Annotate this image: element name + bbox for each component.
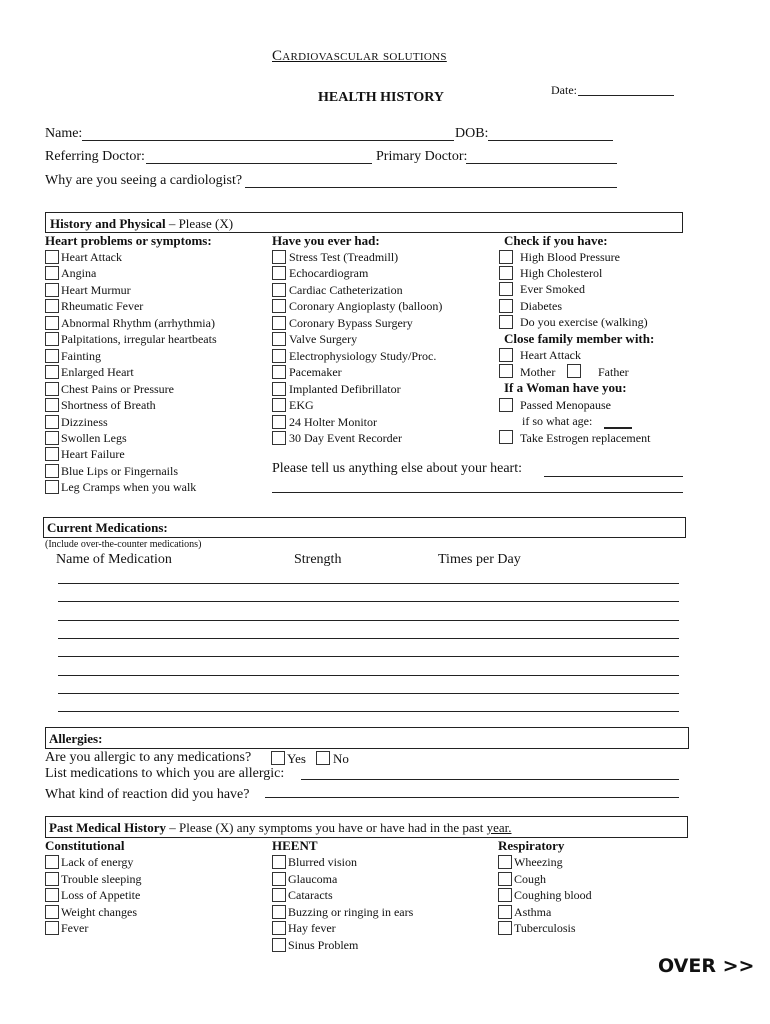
dob-field[interactable] (488, 140, 613, 141)
condition-checkbox[interactable] (499, 299, 513, 313)
condition-label: Do you exercise (walking) (520, 314, 648, 329)
condition-label: High Cholesterol (520, 266, 603, 281)
procedure-label: 24 Holter Monitor (289, 414, 377, 429)
name-field[interactable] (82, 140, 454, 141)
heart-problem-label: Chest Pains or Pressure (61, 381, 174, 396)
heart-problem-checkbox[interactable] (45, 398, 59, 412)
procedure-checkbox[interactable] (272, 283, 286, 297)
heart-problem-label: Leg Cramps when you walk (61, 480, 197, 495)
reaction-label: What kind of reaction did you have? (45, 787, 250, 802)
heart-problem-label: Palpitations, irregular heartbeats (61, 332, 217, 347)
referring-doctor-field[interactable] (146, 163, 372, 164)
what-age-label: if so what age: (522, 414, 593, 428)
respiratory-item-checkbox[interactable] (498, 921, 512, 935)
dob-label: DOB: (455, 126, 489, 141)
heart-problem-checkbox[interactable] (45, 480, 59, 494)
heart-problem-label: Fainting (61, 348, 102, 363)
constitutional-item-label: Weight changes (61, 904, 138, 919)
constitutional-item-checkbox[interactable] (45, 855, 59, 869)
condition-label: Ever Smoked (520, 282, 585, 297)
heart-problems-header: Heart problems or symptoms: (45, 233, 212, 248)
procedure-label: Valve Surgery (289, 332, 358, 347)
medication-line[interactable] (58, 675, 679, 676)
heart-problem-checkbox[interactable] (45, 382, 59, 396)
heart-problem-checkbox[interactable] (45, 365, 59, 379)
procedure-label: Coronary Bypass Surgery (289, 315, 413, 330)
menopause-label: Passed Menopause (520, 398, 611, 412)
heart-problem-checkbox[interactable] (45, 316, 59, 330)
estrogen-checkbox[interactable] (499, 430, 513, 444)
respiratory-item-label: Asthma (514, 904, 552, 919)
medication-line[interactable] (58, 620, 679, 621)
medication-line[interactable] (58, 638, 679, 639)
respiratory-item-label: Coughing blood (514, 888, 592, 902)
condition-checkbox[interactable] (499, 266, 513, 280)
family-mother-label: Mother (520, 365, 556, 379)
heart-problem-label: Heart Murmur (61, 282, 131, 297)
procedure-checkbox[interactable] (272, 349, 286, 363)
heart-problem-checkbox[interactable] (45, 283, 59, 297)
constitutional-item-checkbox[interactable] (45, 905, 59, 919)
heart-problem-label: Heart Attack (61, 250, 122, 264)
heent-item-label: Glaucoma (288, 871, 338, 886)
date-label: Date: (551, 83, 577, 97)
referring-doctor-label: Referring Doctor: (45, 149, 145, 164)
estrogen-label: Take Estrogen replacement (520, 431, 651, 445)
heart-problem-checkbox[interactable] (45, 299, 59, 313)
heart-problem-label: Blue Lips or Fingernails (61, 463, 178, 478)
heent-item-label: Cataracts (288, 888, 333, 902)
past-title-year: year. (486, 820, 512, 835)
menopause-checkbox[interactable] (499, 398, 513, 412)
respiratory-item-label: Tuberculosis (514, 921, 576, 935)
procedure-checkbox[interactable] (272, 250, 286, 264)
what-age-field[interactable] (604, 427, 632, 429)
procedure-label: Stress Test (Treadmill) (289, 250, 399, 264)
family-heart-attack-label: Heart Attack (520, 348, 581, 362)
heart-problem-label: Enlarged Heart (61, 365, 134, 380)
heart-problem-label: Abnormal Rhythm (arrhythmia) (61, 315, 215, 330)
heent-item-checkbox[interactable] (272, 905, 286, 919)
heart-problem-label: Shortness of Breath (61, 398, 156, 413)
medication-line[interactable] (58, 583, 679, 584)
allergic-yes-label: Yes (287, 751, 306, 766)
procedure-checkbox[interactable] (272, 365, 286, 379)
heart-problem-checkbox[interactable] (45, 332, 59, 346)
history-title-bold: History and Physical (50, 216, 166, 231)
allergy-list-label: List medications to which you are allergic: (45, 766, 285, 781)
constitutional-item-label: Fever (61, 921, 89, 935)
constitutional-item-checkbox[interactable] (45, 921, 59, 935)
heart-problem-label: Heart Failure (61, 447, 125, 462)
heart-problem-checkbox[interactable] (45, 266, 59, 280)
allergy-list-field[interactable] (301, 779, 679, 780)
primary-doctor-field[interactable] (466, 163, 617, 164)
condition-checkbox[interactable] (499, 250, 513, 264)
allergies-section-header (45, 727, 689, 749)
family-mother-checkbox[interactable] (499, 364, 513, 378)
date-field[interactable] (578, 95, 674, 96)
constitutional-item-label: Lack of energy (61, 855, 134, 869)
procedure-checkbox[interactable] (272, 332, 286, 346)
heent-item-label: Sinus Problem (288, 937, 359, 952)
medication-strength-column: Strength (294, 552, 342, 567)
over-label: OVER >> (658, 955, 755, 977)
respiratory-item-label: Wheezing (514, 855, 563, 869)
past-title-bold: Past Medical History (49, 820, 166, 835)
procedure-checkbox[interactable] (272, 382, 286, 396)
condition-checkbox[interactable] (499, 282, 513, 296)
history-section-title (50, 216, 233, 232)
heent-item-label: Blurred vision (288, 855, 357, 869)
respiratory-item-checkbox[interactable] (498, 905, 512, 919)
heent-item-label: Buzzing or ringing in ears (288, 904, 414, 919)
heent-item-checkbox[interactable] (272, 888, 286, 902)
respiratory-header: Respiratory (498, 838, 565, 853)
medication-line[interactable] (58, 711, 679, 712)
medications-title: Current Medications: (47, 520, 168, 535)
reason-label: Why are you seeing a cardiologist? (45, 173, 243, 188)
clinic-title: Cardiovascular solutions (272, 48, 447, 64)
heent-header: HEENT (272, 838, 318, 853)
procedure-label: Electrophysiology Study/Proc. (289, 348, 437, 363)
heent-item-checkbox[interactable] (272, 938, 286, 952)
past-history-title (49, 820, 512, 836)
procedure-checkbox[interactable] (272, 415, 286, 429)
past-title-rest: – Please (X) any symptoms you have or have had in the past (165, 820, 487, 835)
tell-us-field-1[interactable] (544, 476, 683, 477)
family-father-label: Father (598, 365, 629, 379)
conditions-header: Check if you have: (504, 233, 608, 248)
constitutional-item-label: Loss of Appetite (61, 888, 141, 902)
reason-field[interactable] (245, 187, 617, 188)
procedures-header: Have you ever had: (272, 233, 380, 248)
heent-item-checkbox[interactable] (272, 921, 286, 935)
heart-problem-checkbox[interactable] (45, 415, 59, 429)
constitutional-item-checkbox[interactable] (45, 872, 59, 886)
heart-problem-checkbox[interactable] (45, 447, 59, 461)
primary-doctor-label: Primary Doctor: (376, 149, 468, 164)
respiratory-item-checkbox[interactable] (498, 855, 512, 869)
heent-item-label: Hay fever (288, 921, 336, 935)
tell-us-field-2[interactable] (272, 492, 683, 493)
procedure-label: 30 Day Event Recorder (289, 430, 402, 445)
procedure-checkbox[interactable] (272, 431, 286, 445)
procedure-checkbox[interactable] (272, 316, 286, 330)
constitutional-header: Constitutional (45, 838, 125, 853)
heent-item-checkbox[interactable] (272, 872, 286, 886)
respiratory-item-checkbox[interactable] (498, 872, 512, 886)
constitutional-item-label: Trouble sleeping (61, 871, 142, 886)
heart-problem-label: Swollen Legs (61, 430, 127, 445)
allergies-title: Allergies: (49, 731, 103, 746)
form-title: HEALTH HISTORY (318, 90, 444, 105)
medication-times-column: Times per Day (438, 552, 521, 567)
history-title-rest: – Please (X) (165, 216, 234, 231)
medication-line[interactable] (58, 601, 679, 602)
procedure-checkbox[interactable] (272, 299, 286, 313)
family-father-checkbox[interactable] (567, 364, 581, 378)
respiratory-item-checkbox[interactable] (498, 888, 512, 902)
allergic-no-label: No (333, 751, 349, 766)
procedure-label: EKG (289, 398, 314, 413)
heart-problem-label: Rheumatic Fever (61, 299, 144, 314)
medication-name-column: Name of Medication (56, 552, 172, 567)
procedure-checkbox[interactable] (272, 266, 286, 280)
medication-line[interactable] (58, 693, 679, 694)
procedure-label: Coronary Angioplasty (balloon) (289, 299, 443, 314)
procedure-label: Implanted Defibrillator (289, 381, 401, 396)
procedure-label: Pacemaker (289, 365, 342, 380)
reaction-field[interactable] (265, 797, 679, 798)
family-heart-attack-checkbox[interactable] (499, 348, 513, 362)
procedure-label: Echocardiogram (289, 266, 369, 281)
procedure-checkbox[interactable] (272, 398, 286, 412)
respiratory-item-label: Cough (514, 871, 547, 886)
allergic-question: Are you allergic to any medications? (45, 750, 252, 765)
name-label: Name: (45, 126, 83, 141)
heart-problem-checkbox[interactable] (45, 464, 59, 478)
tell-us-label: Please tell us anything else about your heart: (272, 461, 522, 476)
woman-header: If a Woman have you: (504, 380, 627, 395)
allergic-no-checkbox[interactable] (316, 751, 330, 765)
heart-problem-label: Dizziness (61, 414, 108, 429)
procedure-label: Cardiac Catheterization (289, 282, 403, 297)
allergic-yes-checkbox[interactable] (271, 751, 285, 765)
family-header: Close family member with: (504, 331, 655, 346)
condition-label: High Blood Pressure (520, 250, 620, 264)
medication-line[interactable] (58, 656, 679, 657)
constitutional-item-checkbox[interactable] (45, 888, 59, 902)
heent-item-checkbox[interactable] (272, 855, 286, 869)
heart-problem-checkbox[interactable] (45, 431, 59, 445)
condition-checkbox[interactable] (499, 315, 513, 329)
condition-label: Diabetes (520, 298, 562, 313)
heart-problem-checkbox[interactable] (45, 250, 59, 264)
heart-problem-label: Angina (61, 266, 97, 281)
heart-problem-checkbox[interactable] (45, 349, 59, 363)
medications-note: (Include over-the-counter medications) (45, 539, 202, 550)
